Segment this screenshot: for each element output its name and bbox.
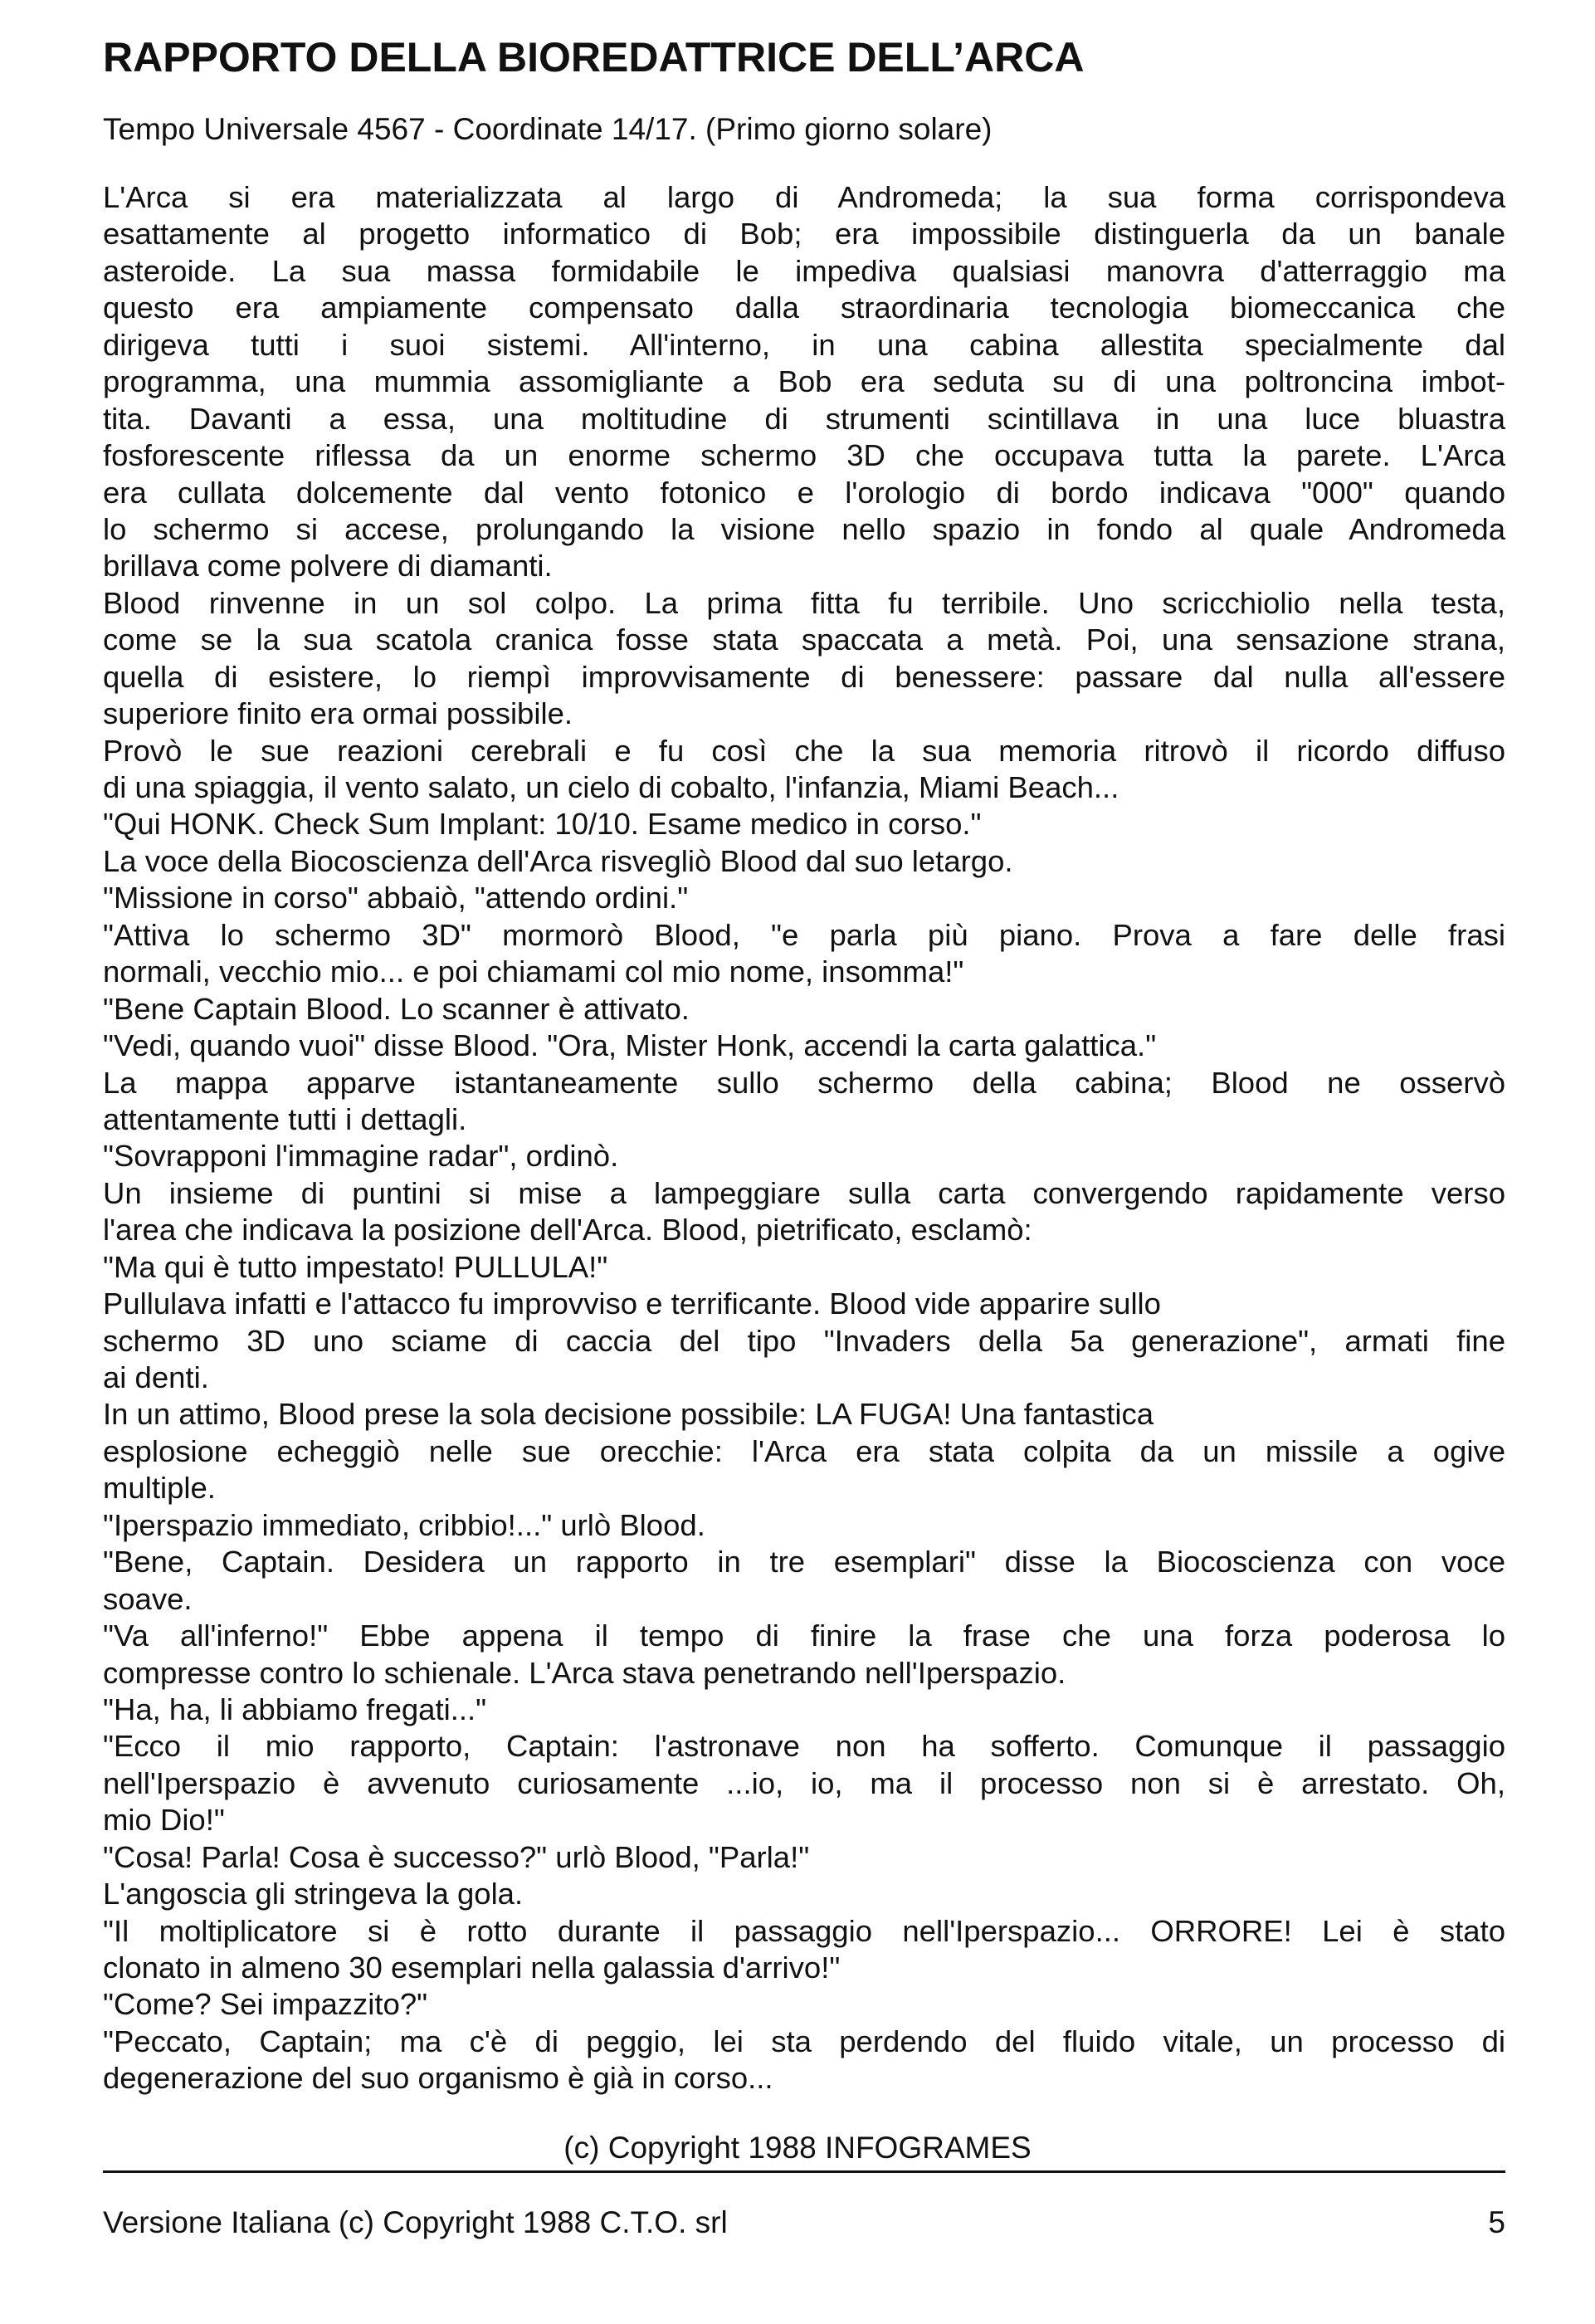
body-line: come se la sua scatola cranica fosse stata spaccata a metà. Poi, una sensazione strana, (103, 622, 1505, 657)
body-line: compresse contro lo schienale. L'Arca stava penetrando nell'Iperspazio. (103, 1655, 1066, 1690)
body-line: degenerazione del suo organismo è già in corso... (103, 2061, 773, 2096)
body-line: In un attimo, Blood prese la sola decisione possibile: LA FUGA! Una fantastica (103, 1397, 1154, 1432)
body-line: "Bene Captain Blood. Lo scanner è attivato. (103, 991, 690, 1026)
report-body (103, 179, 1505, 2097)
body-line: programma, una mummia assomigliante a Bob era seduta su di una poltroncina imbot- (103, 364, 1505, 399)
body-line: multiple. (103, 1471, 216, 1506)
body-line: superiore finito era ormai possibile. (103, 696, 573, 731)
body-line: "Ha, ha, li abbiamo fregati..." (103, 1692, 487, 1726)
body-line: dirigeva tutti i suoi sistemi. All'interno, in una cabina allestita specialmente dal (103, 327, 1505, 362)
page-number: 5 (1488, 2205, 1505, 2239)
body-line: "Vedi, quando vuoi" disse Blood. "Ora, Mister Honk, accendi la carta galattica." (103, 1028, 1157, 1063)
body-line: di una spiaggia, il vento salato, un cielo di cobalto, l'infanzia, Miami Beach... (103, 770, 1119, 804)
body-line: "Sovrapponi l'immagine radar", ordinò. (103, 1139, 619, 1174)
body-line: esattamente al progetto informatico di Bob; era impossibile distinguerla da un banale (103, 217, 1505, 251)
body-line: attentamente tutti i dettagli. (103, 1101, 467, 1136)
body-line: questo era ampiamente compensato dalla straordinaria tecnologia biomeccanica che (103, 290, 1505, 325)
body-line: "Come? Sei impazzito?" (103, 1987, 428, 2022)
body-line: "Cosa! Parla! Cosa è successo?" urlò Blood, "Parla!" (103, 1839, 810, 1874)
body-line: clonato in almeno 30 esemplari nella galassia d'arrivo!" (103, 1950, 841, 1985)
body-line: tita. Davanti a essa, una moltitudine di strumenti scintillava in una luce bluastra (103, 401, 1505, 436)
body-line: "Attiva lo schermo 3D" mormorò Blood, "e parla più piano. Prova a fare delle frasi (103, 917, 1505, 952)
body-line: La voce della Biocoscienza dell'Arca risvegliò Blood dal suo letargo. (103, 843, 1013, 878)
footer-edition: Versione Italiana (c) Copyright 1988 C.T.O. srl (103, 2205, 728, 2239)
copyright-notice: (c) Copyright 1988 INFOGRAMES (563, 2131, 1032, 2165)
body-line: l'area che indicava la posizione dell'Arca. Blood, pietrificato, esclamò: (103, 1213, 1032, 1247)
report-subtitle: Tempo Universale 4567 - Coordinate 14/17. (Primo giorno solare) (103, 112, 993, 146)
body-line: Pullulava infatti e l'attacco fu improvviso e terrificante. Blood vide apparire sullo (103, 1286, 1161, 1321)
body-line: "Il moltiplicatore si è rotto durante il passaggio nell'Iperspazio... ORRORE! Lei è stato (103, 1913, 1505, 1948)
body-line: La mappa apparve istantaneamente sullo schermo della cabina; Blood ne osservò (103, 1065, 1505, 1100)
body-line: L'Arca si era materializzata al largo di Andromeda; la sua forma corrispondeva (103, 180, 1505, 214)
body-line: "Peccato, Captain; ma c'è di peggio, lei sta perdendo del fluido vitale, un processo di (103, 2024, 1505, 2058)
body-line: asteroide. La sua massa formidabile le impediva qualsiasi manovra d'atterraggio ma (103, 253, 1505, 288)
body-line: "Ecco il mio rapporto, Captain: l'astronave non ha sofferto. Comunque il passaggio (103, 1729, 1505, 1764)
body-line: normali, vecchio mio... e poi chiamami col mio nome, insomma!" (103, 954, 964, 989)
footer-divider (103, 2170, 1505, 2173)
body-line: "Qui HONK. Check Sum Implant: 10/10. Esame medico in corso." (103, 807, 982, 842)
body-line: "Iperspazio immediato, cribbio!..." urlò Blood. (103, 1507, 705, 1542)
body-line: nell'Iperspazio è avvenuto curiosamente ...io, io, ma il processo non si è arrestato. Oh, (103, 1765, 1505, 1800)
body-line: L'angoscia gli stringeva la gola. (103, 1877, 524, 1911)
body-line: lo schermo si accese, prolungando la visione nello spazio in fondo al quale Andromeda (103, 511, 1505, 546)
body-line: "Ma qui è tutto impestato! PULLULA!" (103, 1249, 608, 1284)
body-line: fosforescente riflessa da un enorme schermo 3D che occupava tutta la parete. L'Arca (103, 438, 1505, 473)
body-line: Un insieme di puntini si mise a lampeggiare sulla carta convergendo rapidamente verso (103, 1175, 1505, 1210)
body-line: "Bene, Captain. Desidera un rapporto in tre esemplari" disse la Biocoscienza con voce (103, 1545, 1505, 1579)
body-line: "Va all'inferno!" Ebbe appena il tempo di finire la frase che una forza poderosa lo (103, 1618, 1505, 1653)
body-line: mio Dio!" (103, 1803, 225, 1838)
body-line: era cullata dolcemente dal vento fotonico e l'orologio di bordo indicava "000" quando (103, 475, 1505, 510)
body-line: soave. (103, 1581, 193, 1616)
body-line: brillava come polvere di diamanti. (103, 549, 553, 583)
body-line: schermo 3D uno sciame di caccia del tipo "Invaders della 5a generazione", armati fine (103, 1323, 1505, 1358)
page-title: RAPPORTO DELLA BIOREDATTRICE DELL’ARCA (103, 34, 1085, 81)
body-line: ai denti. (103, 1360, 209, 1394)
body-line: Provò le sue reazioni cerebrali e fu così che la sua memoria ritrovò il ricordo diffuso (103, 733, 1505, 768)
body-line: "Missione in corso" abbaiò, "attendo ordini." (103, 881, 689, 915)
body-line: esplosione echeggiò nelle sue orecchie: l'Arca era stata colpita da un missile a ogive (103, 1433, 1505, 1468)
body-line: Blood rinvenne in un sol colpo. La prima fitta fu terribile. Uno scricchiolio nella testa, (103, 585, 1505, 620)
body-line: quella di esistere, lo riempì improvvisamente di benessere: passare dal nulla all'essere (103, 659, 1505, 694)
